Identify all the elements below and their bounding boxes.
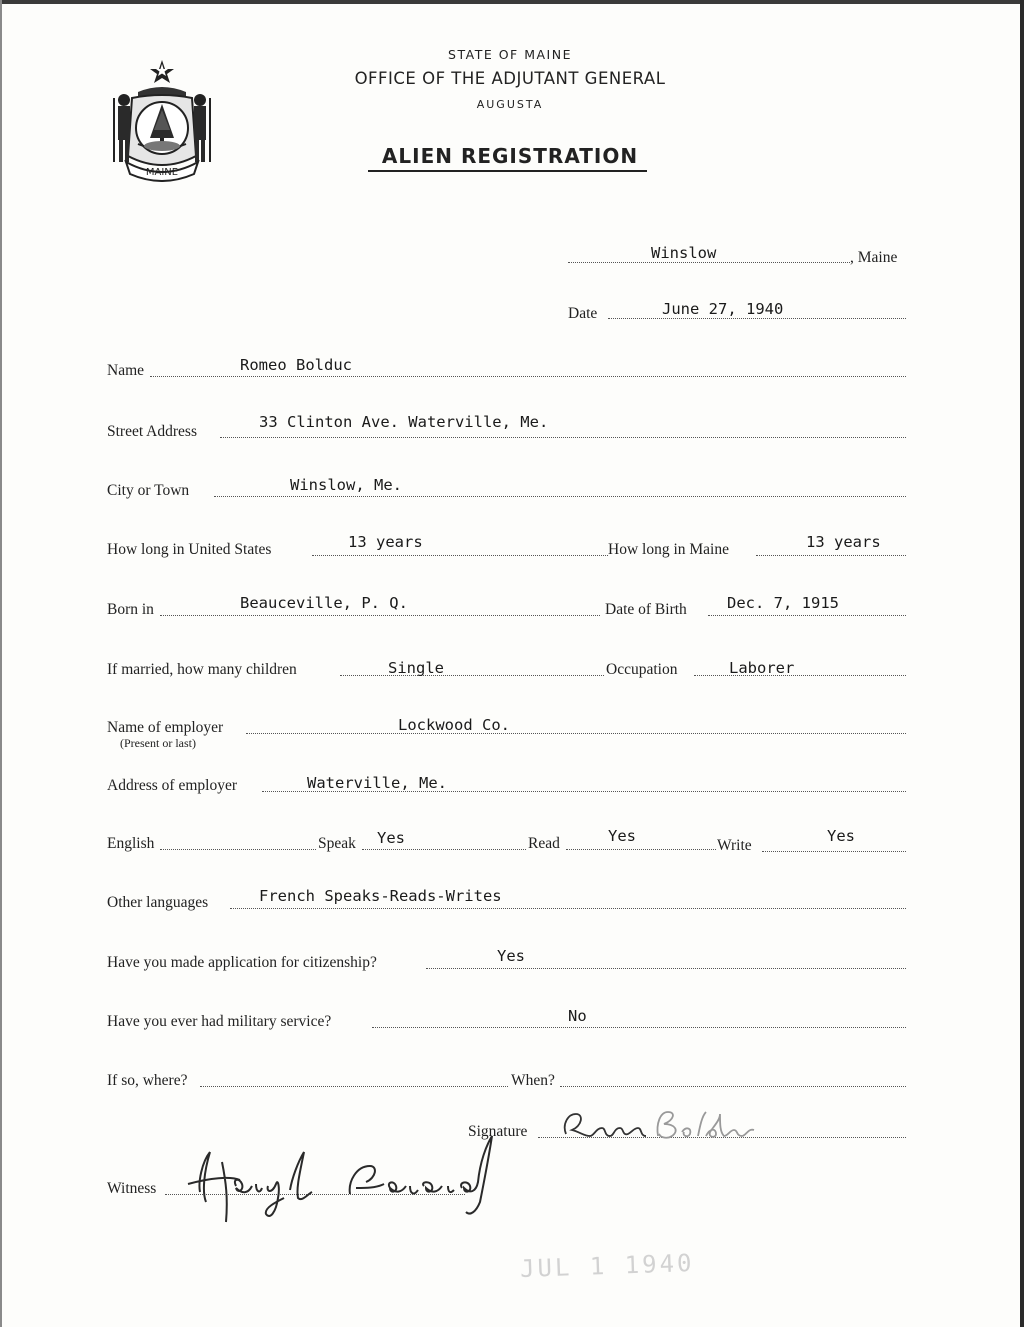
citizenship-line [426,968,906,969]
speak-value: Yes [377,829,405,847]
title-underline [368,170,647,172]
children-label: If married, how many children [107,661,297,678]
place-line [568,262,850,263]
read-line [566,849,716,850]
name-label: Name [107,362,145,379]
english-label: English [107,835,155,852]
read-value: Yes [608,827,636,845]
header-state: STATE OF MAINE [448,47,572,62]
other-languages-value: French Speaks-Reads-Writes [259,887,502,905]
place-suffix: , Maine [850,249,898,266]
citizenship-value: Yes [497,947,525,965]
where-line [200,1086,508,1087]
read-label: Read [528,835,560,852]
date-label: Date [568,305,598,322]
speak-label: Speak [318,835,356,852]
witness-label: Witness [107,1180,157,1197]
place-value: Winslow [651,244,717,262]
military-label: Have you ever had military service? [107,1013,332,1030]
street-line [220,437,906,438]
when-label: When? [511,1072,555,1089]
dob-line [708,615,906,616]
employer-sublabel: (Present or last) [120,736,196,750]
street-label: Street Address [107,423,197,440]
where-label: If so, where? [107,1072,188,1089]
scan-edge-right [1020,0,1024,1327]
name-value: Romeo Bolduc [240,356,352,374]
other-languages-line [230,908,906,909]
employer-label: Name of employer [107,719,224,736]
how-long-us-label: How long in United States [107,541,272,558]
signature-label: Signature [468,1123,528,1140]
military-line [372,1027,906,1028]
write-value: Yes [827,827,855,845]
children-line [340,675,604,676]
english-line [160,849,316,850]
speak-line [362,849,526,850]
employer-value: Lockwood Co. [398,716,510,734]
scan-edge-top [0,0,1024,4]
street-value: 33 Clinton Ave. Waterville, Me. [259,413,549,431]
occupation-label: Occupation [606,661,678,678]
city-label: City or Town [107,482,190,499]
witness-signature [180,1122,510,1232]
children-value: Single [388,659,444,677]
city-line [214,496,906,497]
born-in-label: Born in [107,601,154,618]
date-value: June 27, 1940 [662,300,784,318]
how-long-maine-line [756,555,906,556]
employer-address-value: Waterville, Me. [307,774,447,792]
how-long-maine-label: How long in Maine [608,541,729,558]
dob-value: Dec. 7, 1915 [727,594,839,612]
header-office: OFFICE OF THE ADJUTANT GENERAL [354,69,666,88]
received-stamp: JUL 1 1940 [519,1248,695,1284]
when-line [560,1086,906,1087]
occupation-value: Laborer [729,659,795,677]
citizenship-label: Have you made application for citizenship? [107,954,377,971]
maine-seal-icon [108,58,216,182]
how-long-us-value: 13 years [348,533,423,551]
name-line [150,376,906,377]
scan-edge-left [0,0,2,1327]
write-line [762,851,906,852]
form-title: ALIEN REGISTRATION [381,144,639,168]
born-in-value: Beauceville, P. Q. [240,594,408,612]
occupation-line [694,675,906,676]
other-languages-label: Other languages [107,894,209,911]
date-line [608,318,906,319]
employer-address-label: Address of employer [107,777,237,794]
city-value: Winslow, Me. [290,476,402,494]
born-in-line [160,615,600,616]
military-value: No [568,1007,587,1025]
employer-line [246,733,906,734]
header-city: AUGUSTA [476,98,544,111]
seal-banner-text: MAINE [145,167,179,178]
write-label: Write [717,837,752,854]
how-long-maine-value: 13 years [806,533,881,551]
applicant-signature [548,1106,788,1146]
dob-label: Date of Birth [605,601,687,618]
how-long-us-line [312,555,608,556]
